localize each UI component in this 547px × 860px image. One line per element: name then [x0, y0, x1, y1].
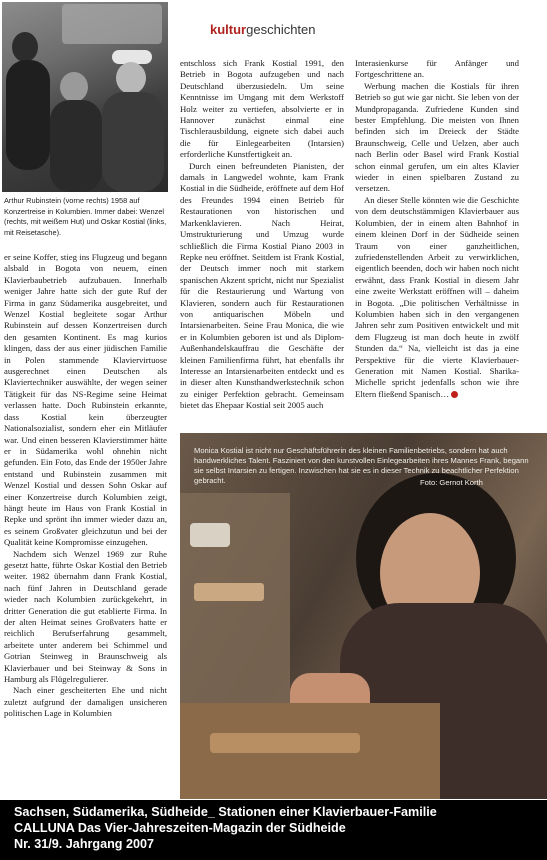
- section-header: [210, 22, 316, 37]
- header-kultur: kultur: [210, 22, 247, 37]
- photo-caption-monica: Monica Kostial ist nicht nur Geschäftsführerin des kleinen Familienbetriebs, sondern hat auch handwerkliches Talent. Fasziniert von den kunstvollen Einlegearbeiten ihres Mannes Frank, begann sie selbst Intarsien zu fertigen. Inzwischen hat sie es in dieser Technik zu beachtlicher Perfektion gebracht.: [194, 446, 529, 485]
- paragraph: er seine Koffer, stieg ins Flugzeug und begann alsbald in Bogota von neuem, einen Klavierbaubetrieb aufzubauen. Innerhalb weniger Jahre hatte sich der gute Ruf der Firma in ganz Südamerika ausgebreitet, und Wenzel Kostial begleitete sogar Arthur Rubinstein auf dessen Konzertreisen durch den gesamten Kontinent. Es mag kurios klingen, dass der aus einer jüdischen Familie in Polen stammende Klaviervirtuose ausgerechnet einen Deutschen als Klaviertechniker auswählte, der wegen seiner Tätigkeit für das NS-Regime seine Heimat verlassen hatte. Doch Rubinstein erkannte, dass Kostial kein überzeugter Nationalsozialist, sondern eher ein Mitläufer war. Und einen besseren Klavierstimmer hätte er in Südamerika wohl ohnehin nicht gefunden. Ein Foto, das Ende der 1950er Jahre entstand und Rubinstein zusammen mit Wenzel Kostial und dessen Sohn Oskar auf einer Konzertreise durch Kolumbien zeigt, hängt heute im Haus von Frank Kostial in Repke und sprönt ihn immer wieder dazu an, es seinem Großvater gleichzutun und bei der Qualität keine Kompromisse einzugehen.: [4, 252, 167, 548]
- photo-caption-rubinstein: Arthur Rubinstein (vorne rechts) 1958 auf Konzertreise in Kolumbien. Immer dabei: Wenzel (rechts, mit weißem Hut) und Oskar Kostial (links, mit Reisetasche).: [4, 196, 167, 237]
- paragraph: Werbung machen die Kostials für ihren Betrieb so gut wie gar nicht. Sie leben von der Mundpropaganda. Zufriedene Kunden sind bester Empfehlung. Die meisten von Ihnen befinden sich im Dreieck der Städte Braunschweig, Celle und Uelzen, aber auch nach Berlin oder Basel wird Frank Kostial schon einmal gerufen, um ein altes Klavier wieder in einen spielbaren Zustand zu versetzen.: [355, 80, 519, 194]
- footer-magazine: CALLUNA Das Vier-Jahreszeiten-Magazin der Südheide: [14, 821, 346, 835]
- footer-issue: Nr. 31/9. Jahrgang 2007: [14, 837, 155, 851]
- workshop-photo: [180, 433, 547, 799]
- article-column-3: [355, 58, 519, 400]
- photo-credit: Foto: Gernot Korth: [420, 478, 483, 487]
- article-column-2: [180, 58, 344, 412]
- paragraph: Nach einer gescheiterten Ehe und nicht zuletzt aufgrund der damaligen unsicheren politischen Lage in Kolumbien: [4, 685, 167, 719]
- paragraph-text: An dieser Stelle könnten wie die Geschichte von dem deutschstämmigen Klavierbauer aus Kolumbien, der in einem alten Bahnhof in einem kleinen Dorf in der Südheide seinen Traum von einer ganzheitlichen, zufriedenstellenden Arbeit zu verwirklichen, eigentlich beenden, doch wir haben noch nicht erwähnt, dass Frank Kostial in diesem Jahr eine zweite Werkstatt eröffnen will – daheim in Bogota. „Die politischen Verhältnisse in Kolumbien haben sich in den vergangenen Jahren sehr zum Positiven entwickelt und mit dem Flugzeug ist man doch heute in zwölf Stunden da.“ Na, vielleicht ist das ja eine Perspektive für die vierte Klavierbauer-Generation mit Namen Kostial. Sharika-Michelle spricht jedenfalls schon wie ihre Eltern fließend Spanisch…: [355, 194, 519, 399]
- paragraph: entschloss sich Frank Kostial 1991, den Betrieb in Bogota aufzugeben und nach Deutschland überzusiedeln. Um seine Kenntnisse im Umgang mit dem Werkstoff Holz weiter zu vertiefen, absolvierte er in Hannover zunächst einmal eine Tischlerausbildung, eignete sich dabei auch die für Einlegearbeiten (Intarsien) erforderliche Kunstfertigkeit an.: [180, 58, 344, 160]
- end-mark-icon: [451, 391, 458, 398]
- paragraph: [355, 195, 519, 400]
- paragraph: Interasienkurse für Anfänger und Fortgeschrittene an.: [355, 58, 519, 80]
- paragraph: Nachdem sich Wenzel 1969 zur Ruhe gesetzt hatte, führte Oskar Kostial den Betrieb weiter. 1982 übernahm dann Frank Kostial, nach fünf Jahren in Deutschland gerade wieder nach Kolumbien zurückgekehrt, in dritter Generation die gut etablierte Firma. In der alten Heimat seines Großvaters hatte er reichlich Berufserfahrung gesammelt, arbeitete unter anderem bei Schimmel und Gotrian Steinweg in Braunschweig als Klavierbauer und bei Steinway & Sons in Hamburg als Flügelregulierer.: [4, 548, 167, 685]
- footer-title: Sachsen, Südamerika, Südheide_ Stationen einer Klavierbauer-Familie: [14, 805, 437, 819]
- footer-bar: [0, 800, 547, 860]
- header-geschichten: geschichten: [246, 22, 316, 37]
- rubinstein-photo: [2, 2, 168, 192]
- article-column-1: [4, 252, 167, 720]
- paragraph: Durch einen befreundeten Pianisten, der damals in Langwedel wohnte, kam Frank Kostial in die Südheide, eröffnete auf dem Hof des Freundes 1994 einen Betrieb für Restaurationen von historischen und Markenklavieren. Nach Heirat, Umstrukturierung und Umzug wurde schließlich die Firma Kostial Piano 2003 in Repke neu eröffnet. Seitdem ist Frank Kostial, der Deutsch immer noch mit starkem spanischen Akzent spricht, nicht nur Spezialist für die Restaurierung und Wartung von Klavieren, sondern auch für Restaurationen von antiquarischen Möbeln und Intarsienarbeiten. Seine Frau Monica, die wie er in Kolumbien geboren ist und als Diplom-Außenhandelskauffrau die Geschäfte der kleinen Familienfirma führt, hat ebenfalls ihr Interesse an Intarsienarbeiten entdeckt und es in dieser alten Kunsthandwerkstechnik schon zu einiger Perfektion gebracht. Gemeinsam bietet das Ehepaar Kostial seit 2005 auch: [180, 160, 344, 411]
